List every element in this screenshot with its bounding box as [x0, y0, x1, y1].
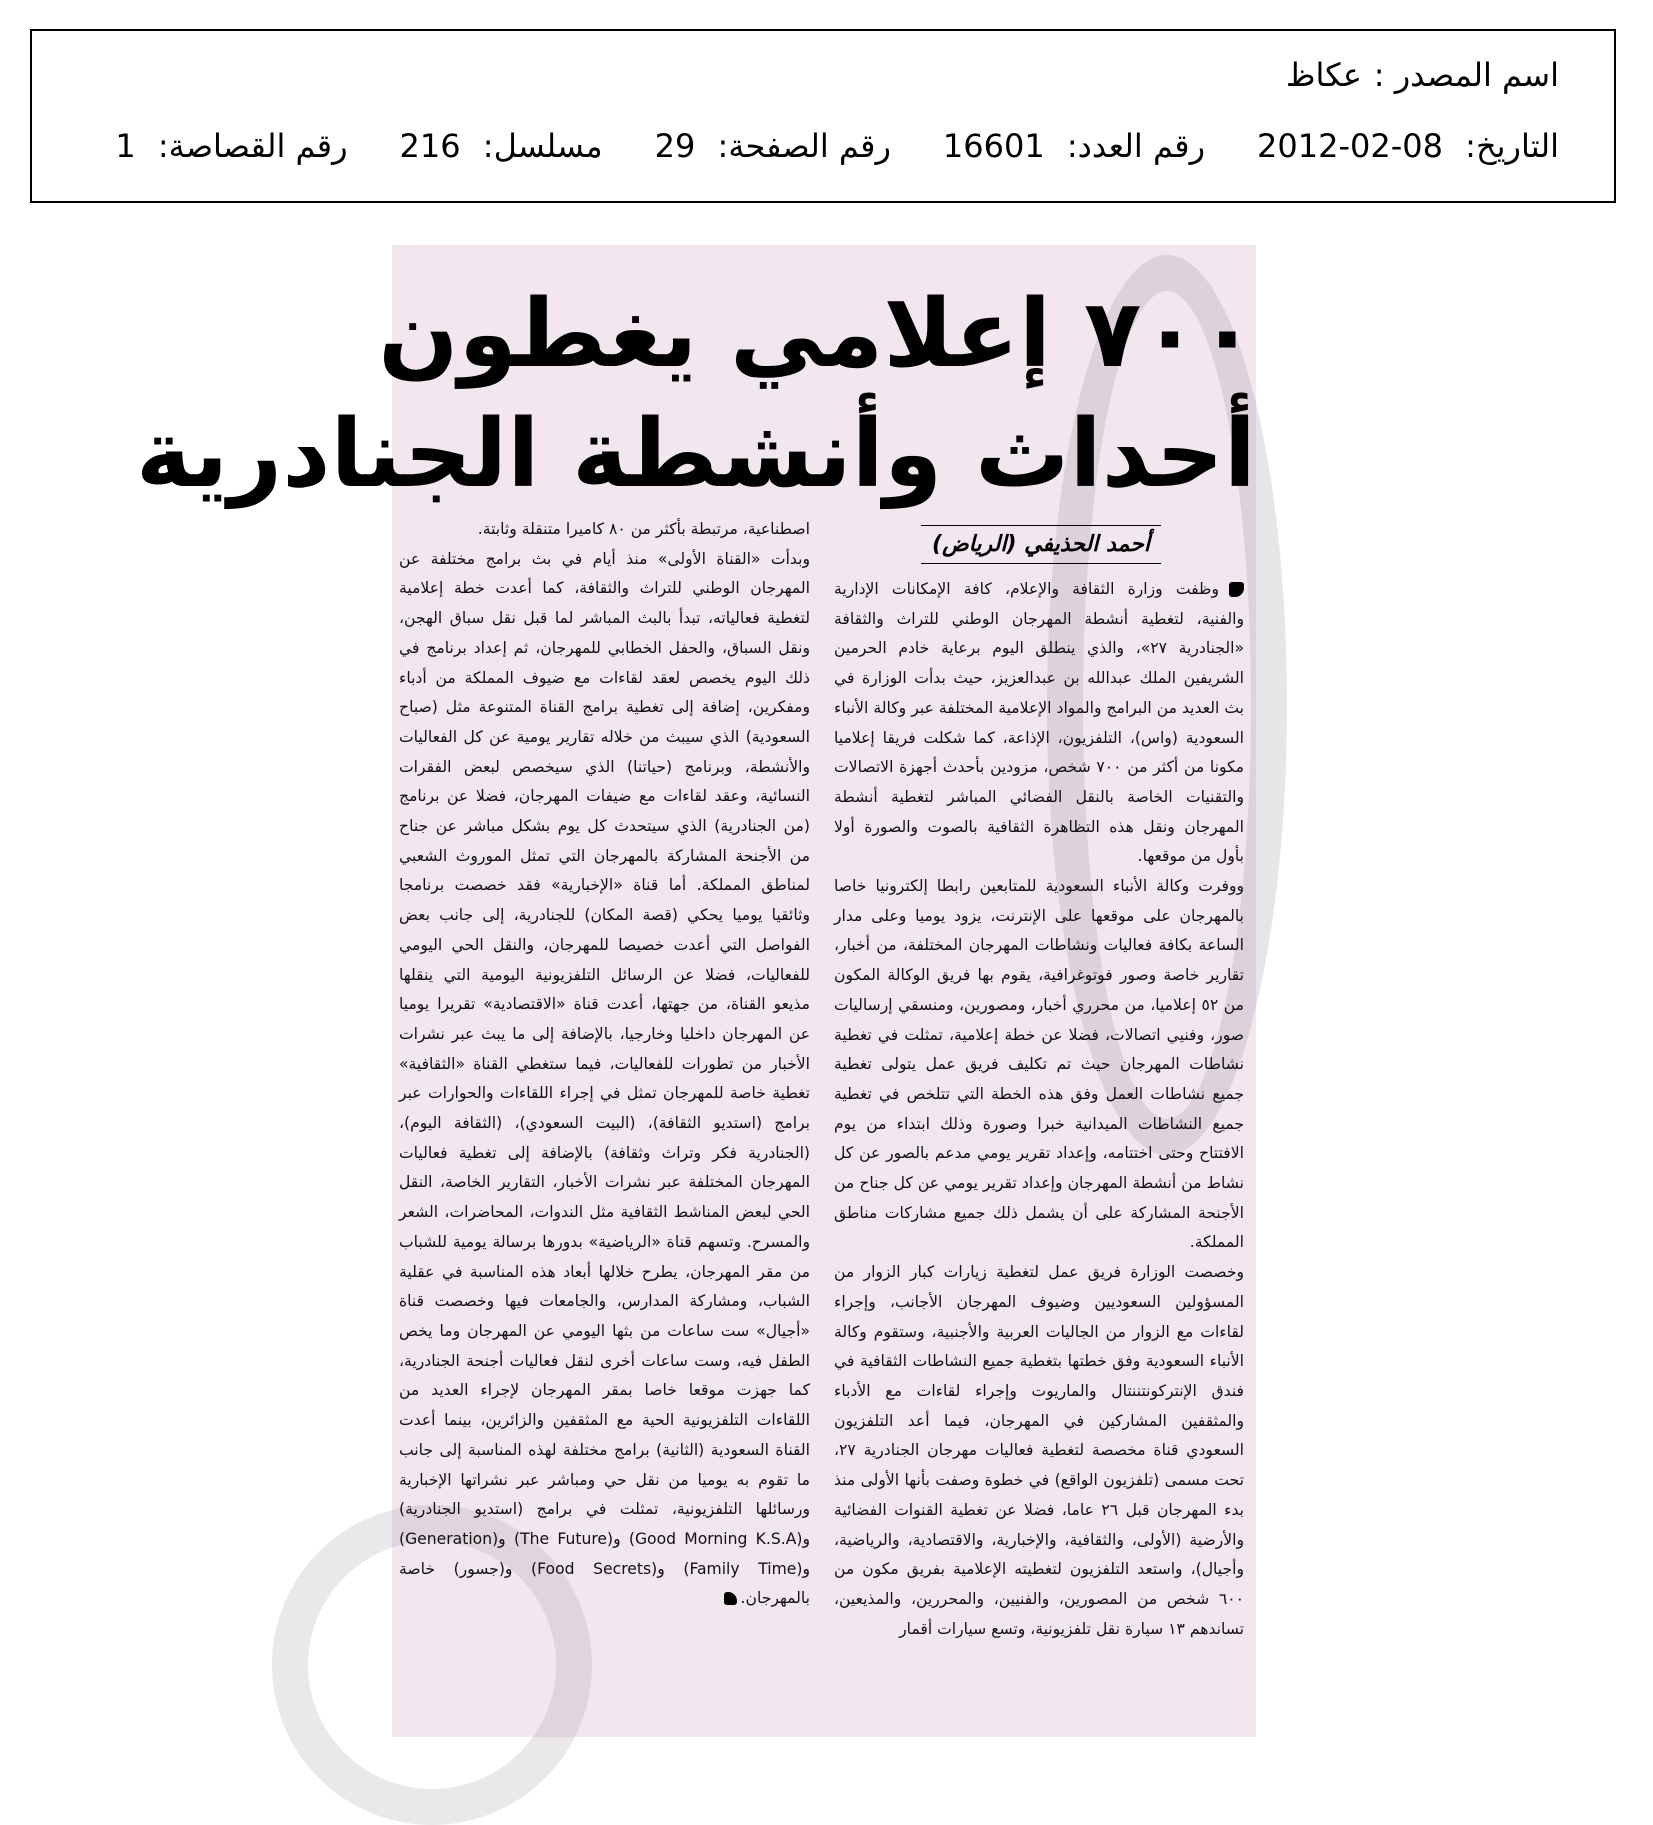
serial-label: مسلسل:: [482, 127, 603, 165]
page-label: رقم الصفحة:: [717, 127, 891, 165]
paragraph: ووفرت وكالة الأنباء السعودية للمتابعين رابطا إلكترونيا خاصا بالمهرجان على موقعها على الإنترنت، يزود يوميا وعلى مدار الساعة بكافة فعاليات ونشاطات المهرجان المختلفة، من أخبار، تقارير خاصة وصور فوتوغرافية، يقوم بها فريق الوكالة المكون من ٥٢ إعلاميا، من محرري أخبار، ومصورين، ومنسقي إرساليات صور، وفنيي اتصالات، فضلا عن خطة إعلامية، تمثلت في تغطية نشاطات المهرجان حيث تم تكليف فريق عمل يتولى تغطية جميع نشاطات العمل وفق هذه الخطة التي تتلخص في تغطية جميع النشاطات الميدانية خبرا وصورة وذلك ابتداء من يوم الافتتاح وحتى اختتامه، وإعداد تقرير يومي مدعم بالصور عن كل نشاط من أنشطة المهرجان وإعداد تقرير يومي عن كل جناح من الأجنحة المشاركة على أن يشمل ذلك جميع مشاركات مناطق المملكة.: [834, 877, 1244, 1252]
paragraph-start-marker-icon: [1229, 582, 1244, 597]
paragraph-text: وبدأت «القناة الأولى» منذ أيام في بث برامج مختلفة عن المهرجان الوطني للتراث والثقافة، كما أعدت خطة إعلامية لتغطية فعالياته، تبدأ بالبث المباشر لما قبل نقل سباق الهجن، ونقل السباق، والحفل الخطابي للمهرجان، ثم إعداد برنامج في ذلك اليوم يخصص لعقد لقاءات مع ضيوف المملكة من أدباء ومفكرين، إضافة إلى تغطية برامج القناة المتنوعة مثل (صباح السعودية) الذي سيبث من خلاله تقارير يومية عن كل الفعاليات والأنشطة، وبرنامج (حياتنا) الذي سيخصص لبعض الفقرات النسائية، وعقد لقاءات مع ضيفات المهرجان، فضلا عن برنامج (من الجنادرية) الذي سيتحدث كل يوم بشكل مباشر عن جناح من الأجنحة المشاركة بالمهرجان التي تمثل الموروث الشعبي لمناطق المملكة. أما قناة «الإخبارية» فقد خصصت برنامجا وثائقيا يوميا يحكي (قصة المكان) للجنادرية، إلى جانب بعض الفواصل التي أعدت خصيصا للمهرجان، والنقل الحي اليومي للفعاليات، فضلا عن الرسائل التلفزيونية اليومية التي ينقلها مذيعو القناة، من جهتها، أعدت قناة «الاقتصادية» تقريرا يوميا عن المهرجان داخليا وخارجيا، بالإضافة إلى ما يبث عبر نشرات الأخبار من تطورات للفعاليات، فيما ستغطي القناة «الثقافية» تغطية خاصة للمهرجان تمثل في إجراء اللقاءات والحوارات عبر برامج (استديو الثقافة)، (البيت السعودي)، (الثقافة اليوم)، (الجنادرية فكر وتراث وثقافة) بالإضافة إلى تغطية فعاليات المهرجان المختلفة عبر نشرات الأخبار، التقارير الخاصة، النقل الحي لبعض المناشط الثقافية مثل الندوات، المحاضرات، الشعر والمسرح. وتسهم قناة «الرياضية» بدورها برسالة يومية للشباب من مقر المهرجان، يطرح خلالها أبعاد هذه المناسبة في عقلية الشباب، ومشاركة المدارس، والجامعات فيها وخصصت قناة «أجيال» ست ساعات من بثها اليومي عن المهرجان وما يخص الطفل فيه، وست ساعات أخرى لنقل فعاليات أجنحة الجنادرية، كما جهزت موقعا خاصا بمقر المهرجان لإجراء العديد من اللقاءات التلفزيونية الحية مع المثقفين والزائرين، بينما أعدت القناة السعودية (الثانية) برامج مختلفة لهذه المناسبة إلى جانب ما تقوم به يوميا من نقل حي ومباشر عبر نشراتها الإخبارية ورسائلها التلفزيونية، تمثلت في برامج (استديو الجنادرية) و(Good Morning K.S.A) و(The Future) و(Generation) و(Family Time) و(Food Secrets) و(جسور) خاصة بالمهرجان.: [399, 549, 811, 1608]
page-field: [655, 126, 891, 166]
source-line: [1286, 55, 1559, 95]
paragraph: اصطناعية، مرتبطة بأكثر من ٨٠ كاميرا متنقلة وثابتة.: [477, 520, 810, 538]
date-value: 2012-02-08: [1257, 127, 1443, 165]
details-line: [63, 126, 1559, 166]
article-column-right: [834, 575, 1244, 1737]
newspaper-clipping: [135, 245, 1256, 1737]
clip-field: [115, 126, 347, 166]
source-value: عكاظ: [1285, 56, 1362, 94]
serial-value: 216: [399, 127, 461, 165]
issue-value: 16601: [942, 127, 1045, 165]
issue-label: رقم العدد:: [1066, 127, 1206, 165]
article-byline: أحمد الحذيفي (الرياض): [921, 525, 1161, 564]
headline-line-1: ٧٠٠ إعلامي يغطون: [378, 280, 1256, 389]
date-field: [1257, 126, 1559, 166]
paragraph: وخصصت الوزارة فريق عمل لتغطية زيارات كبار الزوار من المسؤولين السعوديين وضيوف المهرجان الأجانب، وإجراء لقاءات مع الزوار من الجاليات العربية والأجنبية، وستقوم وكالة الأنباء السعودية وفق خطتها بتغطية جميع النشاطات الثقافية في فندق الإنتركونتننتال والماريوت وإجراء لقاءات مع الأدباء والمثقفين المشاركين في المهرجان، فيما أعد التلفزيون السعودي قناة مخصصة لتغطية فعاليات مهرجان الجنادرية ٢٧، تحت مسمى (تلفزيون الواقع) في خطوة وصفت بأنها الأولى منذ بدء المهرجان قبل ٢٦ عاما، فضلا عن تغطية القنوات الفضائية والأرضية (الأولى، والثقافية، والإخبارية، والاقتصادية، والرياضية، وأجيال)، واستعد التلفزيون لتغطيته الإعلامية بفريق مكون من ٦٠٠ شخص من المصورين، والفنيين، والمحررين، والمذيعين، تساندهم ١٣ سيارة نقل تلفزيونية، وتسع سيارات أقمار: [834, 1263, 1244, 1638]
headline-line-2: أحداث وأنشطة الجنادرية: [135, 400, 1256, 509]
paragraph: [399, 545, 810, 1614]
clip-value: 1: [115, 127, 136, 165]
clip-label: رقم القصاصة:: [157, 127, 348, 165]
issue-field: [943, 126, 1205, 166]
source-label: اسم المصدر :: [1373, 56, 1559, 94]
paragraph-text: وظفت وزارة الثقافة والإعلام، كافة الإمكانات الإدارية والفنية، لتغطية أنشطة المهرجان الوطني للتراث والثقافة «الجنادرية ٢٧»، والذي ينطلق اليوم برعاية خادم الحرمين الشريفين الملك عبدالله بن عبدالعزيز، حيث بدأت الوزارة في بث العديد من البرامج والمواد الإعلامية المختلفة عبر وكالة الأنباء السعودية (واس)، التلفزيون، الإذاعة، كما شكلت فريقا إعلاميا مكونا من أكثر من ٧٠٠ شخص، مزودين بأحدث أجهزة الاتصالات والتقنيات الخاصة بالنقل الفضائي المباشر لتغطية أنشطة المهرجان ونقل هذه التظاهرة الثقافية بالصوت والصورة أولا بأول من موقعها.: [834, 580, 1245, 866]
article-end-marker-icon: [724, 1592, 737, 1605]
article-column-left: [399, 515, 810, 1737]
paragraph: [834, 575, 1244, 872]
article-headline: [135, 275, 1256, 515]
date-label: التاريخ:: [1465, 127, 1559, 165]
metadata-box: [30, 29, 1616, 203]
page-value: 29: [654, 127, 696, 165]
serial-field: [400, 126, 603, 166]
